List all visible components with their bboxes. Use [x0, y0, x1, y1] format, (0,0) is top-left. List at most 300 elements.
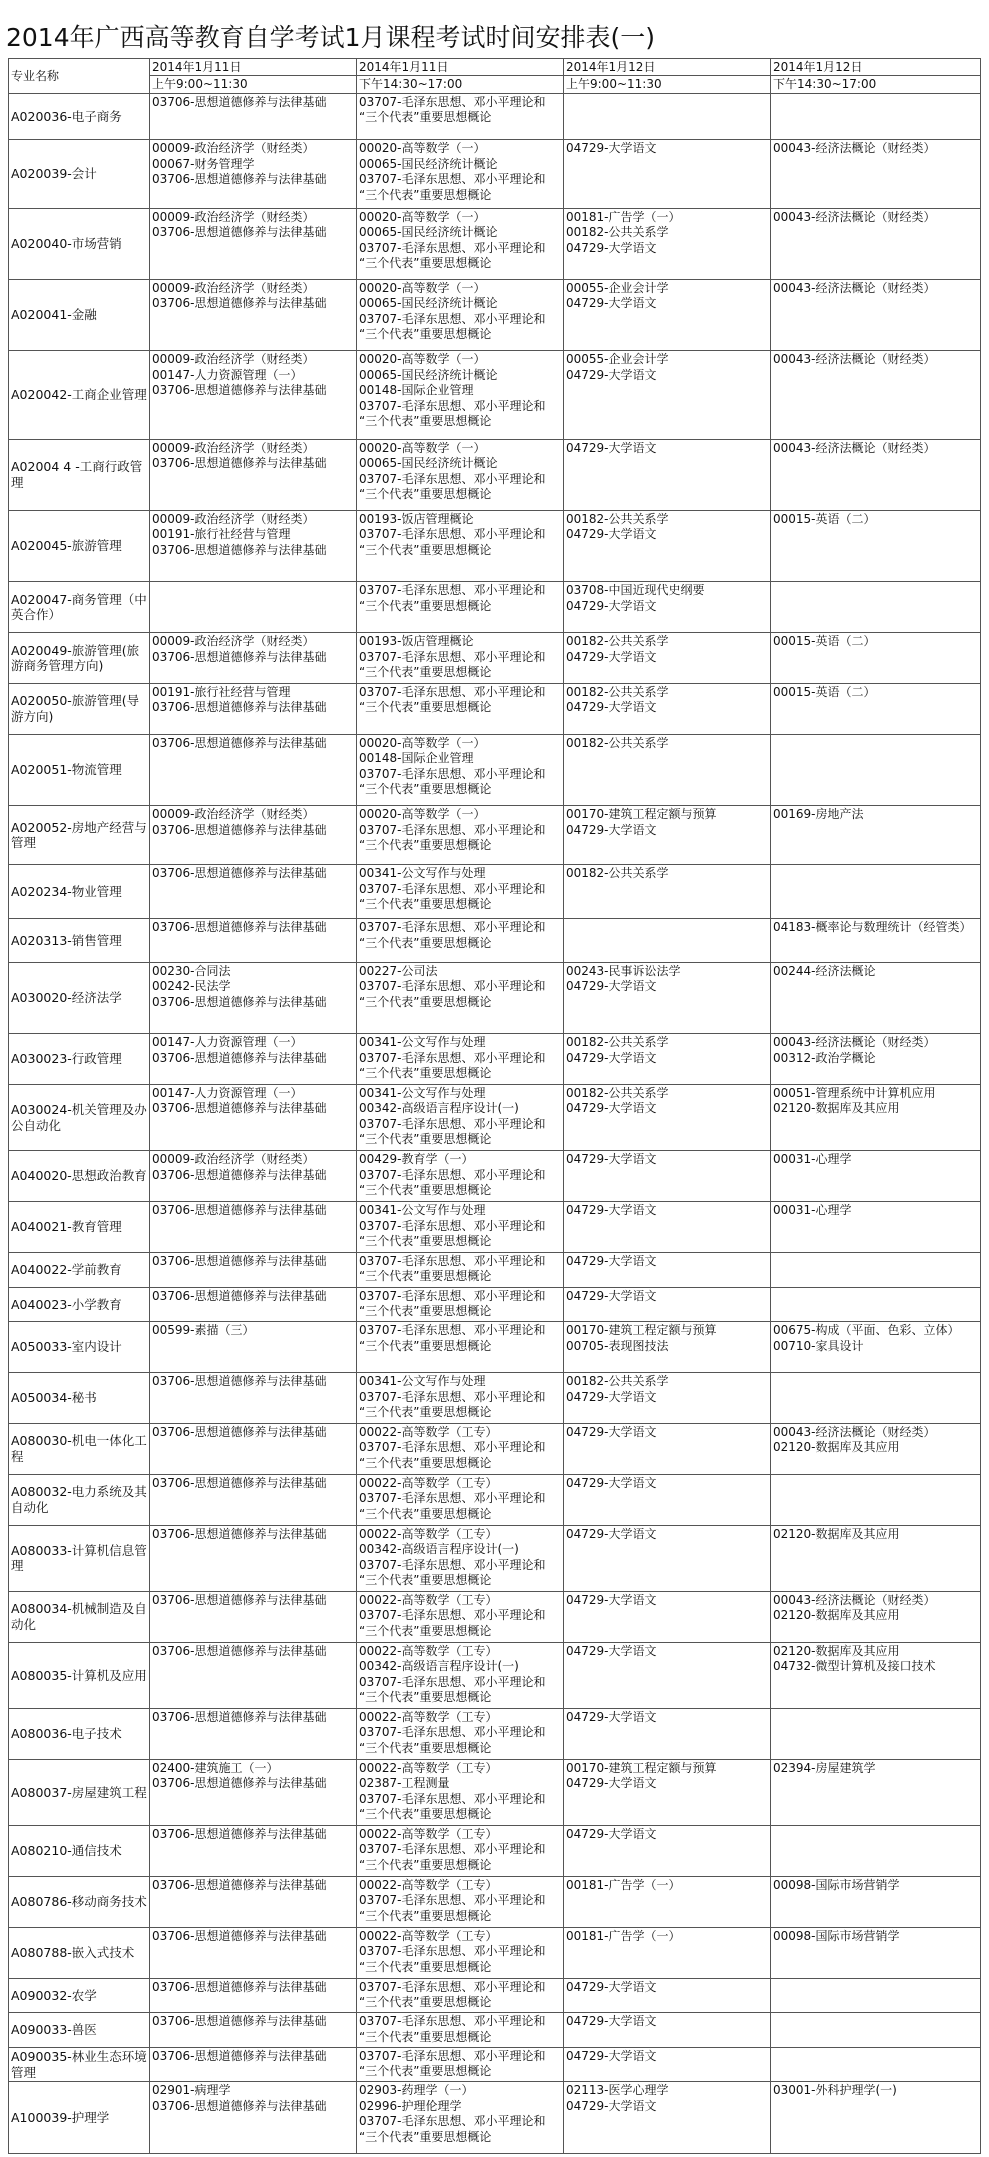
course-entry: “三个代表”重要思想概论: [359, 327, 492, 342]
course-entry: 03707-毛泽东思想、邓小平理论和: [359, 1440, 546, 1455]
course-entry: 02113-医学心理学: [566, 2083, 669, 2098]
course-entry: 04729-大学语文: [566, 1152, 657, 1167]
major-name: A090035-林业生态环境管理: [9, 2047, 150, 2082]
course-entry: 03707-毛泽东思想、邓小平理论和: [359, 1116, 546, 1131]
course-entry: 00009-政治经济学（财经类）: [152, 440, 315, 455]
exam-slot-cell: [564, 140, 771, 208]
course-entry: 03707-毛泽东思想、邓小平理论和: [359, 471, 546, 486]
course-entry: 03707-毛泽东思想、邓小平理论和: [359, 881, 546, 896]
table-row: [9, 351, 981, 440]
exam-slot-cell: [357, 1876, 564, 1927]
table-row: [9, 1202, 981, 1253]
course-entry: “三个代表”重要思想概论: [359, 1234, 492, 1249]
course-entry: “三个代表”重要思想概论: [359, 1066, 492, 1081]
exam-slot-cell: [357, 806, 564, 865]
exam-slot-cell: [150, 2013, 357, 2048]
slot-date: 2014年1月11日: [357, 59, 564, 76]
course-entry: “三个代表”重要思想概论: [359, 782, 492, 797]
exam-slot-cell: [564, 1151, 771, 1202]
exam-slot-cell: [150, 1252, 357, 1287]
course-entry: “三个代表”重要思想概论: [359, 1405, 492, 1420]
course-entry: 03708-中国近现代史纲要: [566, 583, 705, 598]
course-entry: 00043-经济法概论（财经类）: [773, 440, 936, 455]
slot-time: 下午14:30~17:00: [771, 76, 981, 93]
major-name: A020234-物业管理: [9, 865, 150, 919]
exam-slot-cell: [150, 1151, 357, 1202]
course-entry: 04729-大学语文: [566, 1709, 657, 1724]
major-name: A090033-兽医: [9, 2013, 150, 2048]
course-entry: 00181-广告学（一）: [566, 1877, 681, 1892]
exam-slot-cell: [564, 734, 771, 805]
table-row: [9, 1373, 981, 1424]
course-entry: 00009-政治经济学（财经类）: [152, 807, 315, 822]
course-entry: 03707-毛泽东思想、邓小平理论和: [359, 1608, 546, 1623]
exam-slot-cell: [771, 1978, 981, 2013]
course-entry: 03707-毛泽东思想、邓小平理论和: [359, 1491, 546, 1506]
course-entry: 00710-家具设计: [773, 1338, 864, 1353]
exam-slot-cell: [564, 1978, 771, 2013]
table-row: [9, 1474, 981, 1525]
course-entry: 00182-公共关系学: [566, 735, 669, 750]
exam-slot-cell: [150, 140, 357, 208]
course-entry: 03707-毛泽东思想、邓小平理论和: [359, 2114, 546, 2129]
course-entry: 00312-政治学概论: [773, 1050, 876, 1065]
course-entry: 00191-旅行社经营与管理: [152, 684, 291, 699]
major-name: A080035-计算机及应用: [9, 1642, 150, 1708]
course-entry: “三个代表”重要思想概论: [359, 187, 492, 202]
table-row: [9, 2013, 981, 2048]
exam-slot-cell: [150, 279, 357, 350]
exam-slot-cell: [771, 962, 981, 1033]
exam-slot-cell: [771, 1591, 981, 1642]
exam-slot-cell: [150, 1978, 357, 2013]
course-entry: 03706-思想道德修养与法律基础: [152, 2014, 327, 2029]
course-entry: 03707-毛泽东思想、邓小平理论和: [359, 1323, 546, 1338]
course-entry: 00705-表现图技法: [566, 1338, 669, 1353]
exam-slot-cell: [564, 1927, 771, 1978]
exam-slot-cell: [357, 2047, 564, 2082]
course-entry: 03706-思想道德修养与法律基础: [152, 700, 327, 715]
exam-slot-cell: [564, 208, 771, 279]
exam-slot-cell: [771, 1825, 981, 1876]
course-entry: 00182-公共关系学: [566, 1085, 669, 1100]
major-header: 专业名称: [9, 59, 150, 94]
course-entry: 04729-大学语文: [566, 1101, 657, 1116]
course-entry: 03707-毛泽东思想、邓小平理论和: [359, 1557, 546, 1572]
exam-slot-cell: [357, 1978, 564, 2013]
course-entry: 03707-毛泽东思想、邓小平理论和: [359, 649, 546, 664]
course-entry: 04729-大学语文: [566, 2048, 657, 2063]
course-entry: 03706-思想道德修养与法律基础: [152, 1643, 327, 1658]
exam-slot-cell: [357, 1525, 564, 1591]
course-entry: 04729-大学语文: [566, 2098, 657, 2113]
course-entry: 00031-心理学: [773, 1152, 852, 1167]
course-entry: 03707-毛泽东思想、邓小平理论和: [359, 979, 546, 994]
course-entry: 04729-大学语文: [566, 440, 657, 455]
exam-slot-cell: [357, 1252, 564, 1287]
exam-slot-cell: [357, 919, 564, 963]
major-name: A030023-行政管理: [9, 1034, 150, 1085]
exam-slot-cell: [564, 93, 771, 140]
course-entry: “三个代表”重要思想概论: [359, 1455, 492, 1470]
course-entry: 03706-思想道德修养与法律基础: [152, 735, 327, 750]
exam-slot-cell: [357, 1642, 564, 1708]
course-entry: 04729-大学语文: [566, 1826, 657, 1841]
exam-slot-cell: [150, 1373, 357, 1424]
course-entry: 00599-素描（三）: [152, 1323, 255, 1338]
slot-time: 下午14:30~17:00: [357, 76, 564, 93]
table-row: [9, 1876, 981, 1927]
exam-slot-cell: [564, 1474, 771, 1525]
exam-slot-cell: [150, 439, 357, 510]
exam-slot-cell: [357, 2082, 564, 2154]
table-row: [9, 1525, 981, 1591]
exam-slot-cell: [771, 439, 981, 510]
exam-slot-cell: [771, 140, 981, 208]
exam-slot-cell: [150, 1642, 357, 1708]
course-entry: 04729-大学语文: [566, 1979, 657, 1994]
exam-slot-cell: [357, 1759, 564, 1825]
course-entry: 04729-大学语文: [566, 1776, 657, 1791]
course-entry: 03706-思想道德修养与法律基础: [152, 1424, 327, 1439]
exam-slot-cell: [564, 1287, 771, 1322]
exam-slot-cell: [150, 1202, 357, 1253]
course-entry: “三个代表”重要思想概论: [359, 1995, 492, 2010]
course-entry: 00065-国民经济统计概论: [359, 156, 498, 171]
exam-slot-cell: [357, 140, 564, 208]
major-name: A020045-旅游管理: [9, 510, 150, 581]
exam-slot-cell: [564, 919, 771, 963]
course-entry: 00181-广告学（一）: [566, 209, 681, 224]
course-entry: 03706-思想道德修养与法律基础: [152, 456, 327, 471]
exam-slot-cell: [357, 1708, 564, 1759]
course-entry: “三个代表”重要思想概论: [359, 1857, 492, 1872]
course-entry: 02400-建筑施工（一）: [152, 1760, 279, 1775]
exam-slot-cell: [150, 93, 357, 140]
course-entry: 00182-公共关系学: [566, 866, 669, 881]
table-row: [9, 1034, 981, 1085]
exam-slot-cell: [771, 806, 981, 865]
course-entry: “三个代表”重要思想概论: [359, 1506, 492, 1521]
table-row: [9, 1708, 981, 1759]
course-entry: 00147-人力资源管理（一）: [152, 367, 303, 382]
exam-slot-cell: [150, 1759, 357, 1825]
course-entry: “三个代表”重要思想概论: [359, 110, 492, 125]
exam-slot-cell: [564, 1642, 771, 1708]
table-row: [9, 1927, 981, 1978]
course-entry: 00020-高等数学（一）: [359, 352, 486, 367]
course-entry: 03706-思想道德修养与法律基础: [152, 542, 327, 557]
course-entry: 02903-药理学（一）: [359, 2083, 474, 2098]
exam-slot-cell: [771, 1034, 981, 1085]
exam-slot-cell: [771, 2013, 981, 2048]
course-entry: 00020-高等数学（一）: [359, 141, 486, 156]
course-entry: “三个代表”重要思想概论: [359, 487, 492, 502]
table-row: [9, 510, 981, 581]
course-entry: 03707-毛泽东思想、邓小平理论和: [359, 398, 546, 413]
course-entry: 03707-毛泽东思想、邓小平理论和: [359, 766, 546, 781]
course-entry: 00009-政治经济学（财经类）: [152, 1152, 315, 1167]
course-entry: “三个代表”重要思想概论: [359, 897, 492, 912]
exam-slot-cell: [150, 865, 357, 919]
major-name: A080033-计算机信息管理: [9, 1525, 150, 1591]
table-row: [9, 962, 981, 1033]
slot-date: 2014年1月12日: [564, 59, 771, 76]
course-entry: 03706-思想道德修养与法律基础: [152, 296, 327, 311]
course-entry: 04183-概率论与数理统计（经管类）: [773, 920, 972, 935]
course-entry: 00022-高等数学（工专）: [359, 1877, 498, 1892]
exam-slot-cell: [357, 734, 564, 805]
course-entry: 03707-毛泽东思想、邓小平理论和: [359, 1218, 546, 1233]
exam-slot-cell: [771, 1708, 981, 1759]
exam-slot-cell: [771, 1474, 981, 1525]
slot-date: 2014年1月11日: [150, 59, 357, 76]
exam-slot-cell: [357, 510, 564, 581]
course-entry: 00342-高级语言程序设计(一): [359, 1659, 519, 1674]
course-entry: 04729-大学语文: [566, 649, 657, 664]
course-entry: 00675-构成（平面、色彩、立体）: [773, 1323, 960, 1338]
course-entry: “三个代表”重要思想概论: [359, 1304, 492, 1319]
course-entry: 00015-英语（二）: [773, 684, 876, 699]
exam-slot-cell: [357, 439, 564, 510]
course-entry: 03706-思想道德修养与法律基础: [152, 1826, 327, 1841]
exam-slot-cell: [564, 1322, 771, 1373]
exam-slot-cell: [771, 1202, 981, 1253]
course-entry: 00043-经济法概论（财经类）: [773, 280, 936, 295]
major-name: A080788-嵌入式技术: [9, 1927, 150, 1978]
course-entry: 00098-国际市场营销学: [773, 1877, 900, 1892]
major-name: A030024-机关管理及办公自动化: [9, 1084, 150, 1150]
table-row: [9, 1423, 981, 1474]
exam-slot-cell: [771, 1252, 981, 1287]
course-entry: 04729-大学语文: [566, 1389, 657, 1404]
table-row: [9, 1151, 981, 1202]
course-entry: 00342-高级语言程序设计(一): [359, 1542, 519, 1557]
course-entry: 00065-国民经济统计概论: [359, 456, 498, 471]
course-entry: 00243-民事诉讼法学: [566, 963, 681, 978]
course-entry: “三个代表”重要思想概论: [359, 1740, 492, 1755]
exam-slot-cell: [771, 1084, 981, 1150]
major-name: A080786-移动商务技术: [9, 1876, 150, 1927]
major-name: A020051-物流管理: [9, 734, 150, 805]
exam-slot-cell: [150, 1591, 357, 1642]
course-entry: 00065-国民经济统计概论: [359, 367, 498, 382]
major-name: A050033-室内设计: [9, 1322, 150, 1373]
course-entry: 03706-思想道德修养与法律基础: [152, 225, 327, 240]
course-entry: 00031-心理学: [773, 1203, 852, 1218]
major-name: A020052-房地产经营与管理: [9, 806, 150, 865]
course-entry: 04729-大学语文: [566, 1592, 657, 1607]
course-entry: 00244-经济法概论: [773, 963, 876, 978]
course-entry: 03706-思想道德修养与法律基础: [152, 920, 327, 935]
course-entry: 03706-思想道德修养与法律基础: [152, 649, 327, 664]
course-entry: 02120-数据库及其应用: [773, 1440, 900, 1455]
course-entry: 04729-大学语文: [566, 367, 657, 382]
table-row: [9, 806, 981, 865]
course-entry: “三个代表”重要思想概论: [359, 598, 492, 613]
course-entry: 00098-国际市场营销学: [773, 1928, 900, 1943]
exam-slot-cell: [564, 351, 771, 440]
course-entry: 02120-数据库及其应用: [773, 1101, 900, 1116]
course-entry: 03706-思想道德修养与法律基础: [152, 1979, 327, 1994]
course-entry: 03706-思想道德修养与法律基础: [152, 1253, 327, 1268]
course-entry: “三个代表”重要思想概论: [359, 2029, 492, 2044]
course-entry: 00148-国际企业管理: [359, 383, 474, 398]
major-name: A02004 4 -工商行政管理: [9, 439, 150, 510]
course-entry: “三个代表”重要思想概论: [359, 2129, 492, 2144]
exam-slot-cell: [357, 1591, 564, 1642]
exam-slot-cell: [150, 919, 357, 963]
exam-slot-cell: [771, 1759, 981, 1825]
exam-slot-cell: [564, 633, 771, 684]
course-entry: 00043-经济法概论（财经类）: [773, 1035, 936, 1050]
exam-slot-cell: [771, 93, 981, 140]
course-entry: “三个代表”重要思想概论: [359, 1807, 492, 1822]
course-entry: 00193-饭店管理概论: [359, 634, 474, 649]
course-entry: 03707-毛泽东思想、邓小平理论和: [359, 240, 546, 255]
exam-slot-cell: [150, 806, 357, 865]
course-entry: 03706-思想道德修养与法律基础: [152, 1374, 327, 1389]
course-entry: 03706-思想道德修养与法律基础: [152, 383, 327, 398]
course-entry: 00227-公司法: [359, 963, 438, 978]
course-entry: 04729-大学语文: [566, 1643, 657, 1658]
course-entry: 02901-病理学: [152, 2083, 231, 2098]
course-entry: 03706-思想道德修养与法律基础: [152, 1592, 327, 1607]
table-row: [9, 1978, 981, 2013]
course-entry: 03707-毛泽东思想、邓小平理论和: [359, 1674, 546, 1689]
course-entry: “三个代表”重要思想概论: [359, 1573, 492, 1588]
course-entry: 00020-高等数学（一）: [359, 209, 486, 224]
exam-slot-cell: [357, 1423, 564, 1474]
course-entry: 04732-微型计算机及接口技术: [773, 1659, 936, 1674]
course-entry: 03706-思想道德修养与法律基础: [152, 1203, 327, 1218]
course-entry: “三个代表”重要思想概论: [359, 414, 492, 429]
course-entry: 00182-公共关系学: [566, 511, 669, 526]
course-entry: 03707-毛泽东思想、邓小平理论和: [359, 583, 546, 598]
exam-slot-cell: [357, 208, 564, 279]
exam-slot-cell: [564, 1876, 771, 1927]
major-name: A080032-电力系统及其自动化: [9, 1474, 150, 1525]
major-name: A040023-小学教育: [9, 1287, 150, 1322]
course-entry: 03707-毛泽东思想、邓小平理论和: [359, 920, 546, 935]
course-entry: 00043-经济法概论（财经类）: [773, 141, 936, 156]
course-entry: 00043-经济法概论（财经类）: [773, 1592, 936, 1607]
exam-slot-cell: [771, 865, 981, 919]
exam-slot-cell: [771, 1373, 981, 1424]
exam-slot-cell: [771, 510, 981, 581]
course-entry: 00055-企业会计学: [566, 352, 669, 367]
exam-slot-cell: [771, 2082, 981, 2154]
exam-slot-cell: [150, 1474, 357, 1525]
course-entry: 03706-思想道德修养与法律基础: [152, 1167, 327, 1182]
course-entry: 00170-建筑工程定额与预算: [566, 807, 717, 822]
major-name: A050034-秘书: [9, 1373, 150, 1424]
course-entry: 00342-高级语言程序设计(一): [359, 1101, 519, 1116]
table-row: [9, 683, 981, 734]
exam-slot-cell: [564, 2047, 771, 2082]
exam-slot-cell: [564, 1202, 771, 1253]
exam-slot-cell: [150, 1525, 357, 1591]
course-entry: 03706-思想道德修养与法律基础: [152, 1928, 327, 1943]
table-row: [9, 582, 981, 633]
course-entry: 00147-人力资源管理（一）: [152, 1035, 303, 1050]
course-entry: 03706-思想道德修养与法律基础: [152, 1776, 327, 1791]
exam-slot-cell: [771, 279, 981, 350]
course-entry: “三个代表”重要思想概论: [359, 1183, 492, 1198]
course-entry: 00067-财务管理学: [152, 156, 255, 171]
exam-slot-cell: [564, 1759, 771, 1825]
course-entry: 03707-毛泽东思想、邓小平理论和: [359, 172, 546, 187]
course-entry: 03707-毛泽东思想、邓小平理论和: [359, 1944, 546, 1959]
course-entry: 03707-毛泽东思想、邓小平理论和: [359, 1167, 546, 1182]
course-entry: 02120-数据库及其应用: [773, 1608, 900, 1623]
major-name: A040021-教育管理: [9, 1202, 150, 1253]
course-entry: 00009-政治经济学（财经类）: [152, 511, 315, 526]
page-title: 2014年广西高等教育自学考试1月课程考试时间安排表(一): [6, 23, 656, 52]
exam-slot-cell: [564, 439, 771, 510]
slot-time: 上午9:00~11:30: [150, 76, 357, 93]
major-name: A020050-旅游管理(导游方向): [9, 683, 150, 734]
course-entry: 04729-大学语文: [566, 1526, 657, 1541]
exam-slot-cell: [357, 1927, 564, 1978]
exam-slot-cell: [564, 1373, 771, 1424]
exam-slot-cell: [357, 1202, 564, 1253]
course-entry: 00022-高等数学（工专）: [359, 1526, 498, 1541]
exam-slot-cell: [564, 1825, 771, 1876]
exam-slot-cell: [564, 1525, 771, 1591]
major-name: A030020-经济法学: [9, 962, 150, 1033]
course-entry: 03707-毛泽东思想、邓小平理论和: [359, 684, 546, 699]
exam-slot-cell: [357, 633, 564, 684]
exam-slot-cell: [771, 919, 981, 963]
exam-slot-cell: [357, 1287, 564, 1322]
course-entry: 04729-大学语文: [566, 296, 657, 311]
course-entry: 00230-合同法: [152, 963, 231, 978]
course-entry: 03707-毛泽东思想、邓小平理论和: [359, 1842, 546, 1857]
major-name: A090032-农学: [9, 1978, 150, 2013]
exam-slot-cell: [150, 582, 357, 633]
course-entry: 00009-政治经济学（财经类）: [152, 209, 315, 224]
course-entry: 00043-经济法概论（财经类）: [773, 352, 936, 367]
course-entry: “三个代表”重要思想概论: [359, 838, 492, 853]
exam-slot-cell: [771, 734, 981, 805]
exam-slot-cell: [150, 2082, 357, 2154]
exam-slot-cell: [564, 1591, 771, 1642]
exam-slot-cell: [771, 2047, 981, 2082]
exam-slot-cell: [357, 683, 564, 734]
course-entry: 00022-高等数学（工专）: [359, 1592, 498, 1607]
exam-slot-cell: [564, 279, 771, 350]
course-entry: 02996-护理伦理学: [359, 2098, 462, 2113]
course-entry: 00429-教育学（一）: [359, 1152, 474, 1167]
course-entry: “三个代表”重要思想概论: [359, 935, 492, 950]
course-entry: 03706-思想道德修养与法律基础: [152, 994, 327, 1009]
course-entry: 03706-思想道德修养与法律基础: [152, 2098, 327, 2113]
exam-slot-cell: [771, 351, 981, 440]
exam-slot-cell: [771, 1927, 981, 1978]
exam-slot-cell: [564, 582, 771, 633]
course-entry: 00341-公文写作与处理: [359, 1085, 486, 1100]
exam-slot-cell: [771, 1287, 981, 1322]
major-name: A040022-学前教育: [9, 1252, 150, 1287]
table-row: [9, 140, 981, 208]
course-entry: “三个代表”重要思想概论: [359, 1338, 492, 1353]
exam-slot-cell: [564, 1252, 771, 1287]
course-entry: 00341-公文写作与处理: [359, 1374, 486, 1389]
course-entry: 03706-思想道德修养与法律基础: [152, 172, 327, 187]
course-entry: 04729-大学语文: [566, 1288, 657, 1303]
course-entry: 03706-思想道德修养与法律基础: [152, 1475, 327, 1490]
